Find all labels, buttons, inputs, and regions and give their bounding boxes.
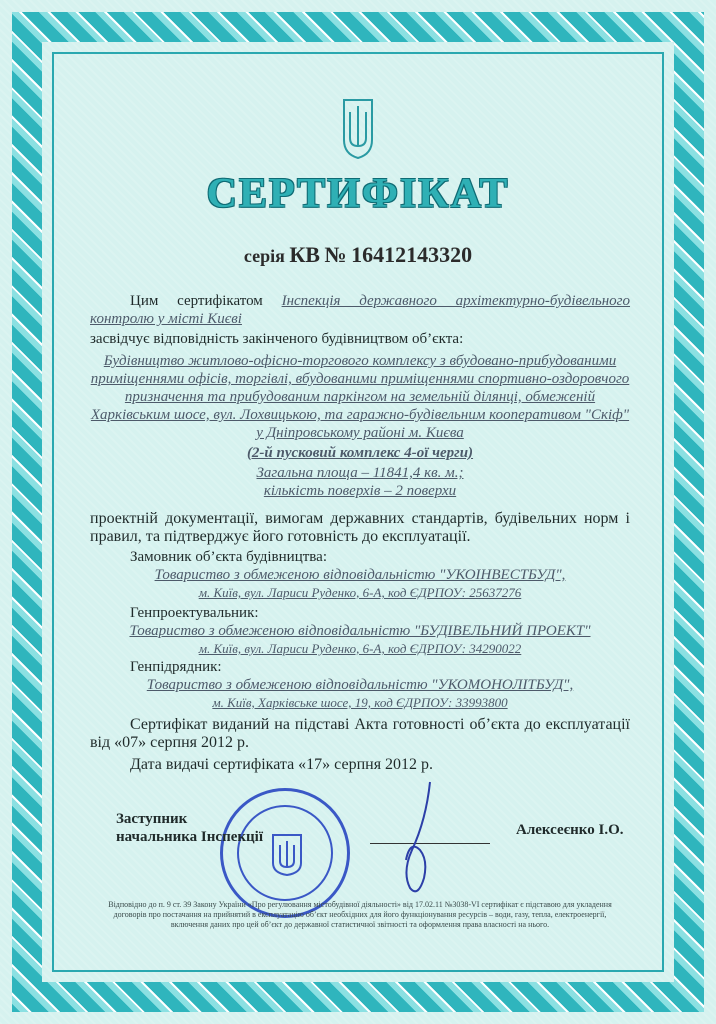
series-number bbox=[80, 242, 636, 268]
signatory-position bbox=[116, 810, 263, 846]
trident-icon bbox=[338, 96, 378, 160]
customer-name: Товариство з обмеженою відповідальністю "УКОІНВЕСТБУД", bbox=[154, 567, 566, 583]
object-description: Будівництво житлово-офісно-торгового комплексу з вбудовано-прибудованими приміщеннями офісів, торгівлі, вбудованими приміщеннями спортивно-оздоровчого призначення та прибудованим паркінгом на земельній ділянці, обмеженій Харківським шосе, вул. Лохвицькою, та гаражно-будівельним кооперативом "Скіф" у Дніпровському районі м. Києва bbox=[90, 353, 630, 441]
number-sign: № bbox=[324, 242, 347, 267]
contractor-address: м. Київ, Харківське шосе, 19, код ЄДРПОУ: 33993800 bbox=[212, 695, 508, 710]
position-line-1: Заступник bbox=[116, 811, 188, 827]
issuer-name: Інспекція державного архітектурно-будівельного контролю у місті Києві bbox=[90, 293, 631, 327]
designer-label: Генпроектувальник: bbox=[130, 605, 259, 621]
stamp-trident-icon bbox=[269, 833, 305, 877]
handwritten-signature bbox=[380, 780, 460, 900]
intro-paragraph bbox=[90, 292, 630, 328]
certificate-number: 16412143320 bbox=[351, 242, 473, 267]
certificate-content bbox=[80, 60, 636, 960]
customer-label: Замовник об’єкта будівництва: bbox=[130, 549, 327, 565]
legal-footnote: Відповідно до п. 9 ст. 39 Закону України «Про регулювання містобудівної діяльності» від 17.02.11 №3038-VI сертифікат є підставою для укладення договорів про постачання на прийнятий в експлуатацію об’єкт необхідних для його функціонування ресурсів – води, газу, тепла, електроенергії, включення даних про цей об’єкт до державної статистичної звітності та оформлення права власності на нього. bbox=[108, 900, 612, 929]
official-stamp bbox=[220, 788, 350, 918]
basis-text: Сертифікат виданий на підставі Акта готовності об’єкта до експлуатації від «07» серпня 2012 р. bbox=[90, 716, 630, 751]
certificate-title: СЕРТИФІКАТ bbox=[206, 171, 510, 217]
launch-complex: (2-й пусковий комплекс 4-ої черги) bbox=[246, 445, 474, 461]
compliance-text: проектній документації, вимогам державних стандартів, будівельних норм і правил, та підтверджує його готовність до експлуатації. bbox=[90, 510, 630, 545]
designer-address: м. Київ, вул. Лариси Руденко, 6-А, код ЄДРПОУ: 34290022 bbox=[198, 641, 522, 656]
certifies-line: засвідчує відповідність закінченого будівництвом об’єкта: bbox=[90, 331, 464, 347]
contractor-label: Генпідрядник: bbox=[130, 659, 222, 675]
issue-date: Дата видачі сертифіката «17» серпня 2012 р. bbox=[130, 756, 434, 773]
signatory-name: Алексеєнко І.О. bbox=[516, 822, 624, 838]
total-area: Загальна площа – 11841,4 кв. м.; bbox=[256, 465, 464, 481]
position-line-2: начальника Інспекції bbox=[116, 829, 263, 845]
intro-prefix: Цим сертифікатом bbox=[130, 293, 263, 309]
contractor-name: Товариство з обмеженою відповідальністю "УКОМОНОЛІТБУД", bbox=[146, 677, 574, 693]
series-code: КВ bbox=[289, 242, 320, 267]
designer-name: Товариство з обмеженою відповідальністю "БУДІВЕЛЬНИЙ ПРОЕКТ" bbox=[129, 623, 591, 639]
customer-address: м. Київ, вул. Лариси Руденко, 6-А, код ЄДРПОУ: 25637276 bbox=[198, 585, 522, 600]
series-label: серія bbox=[243, 246, 285, 266]
floors-count: кількість поверхів – 2 поверхи bbox=[263, 483, 457, 499]
